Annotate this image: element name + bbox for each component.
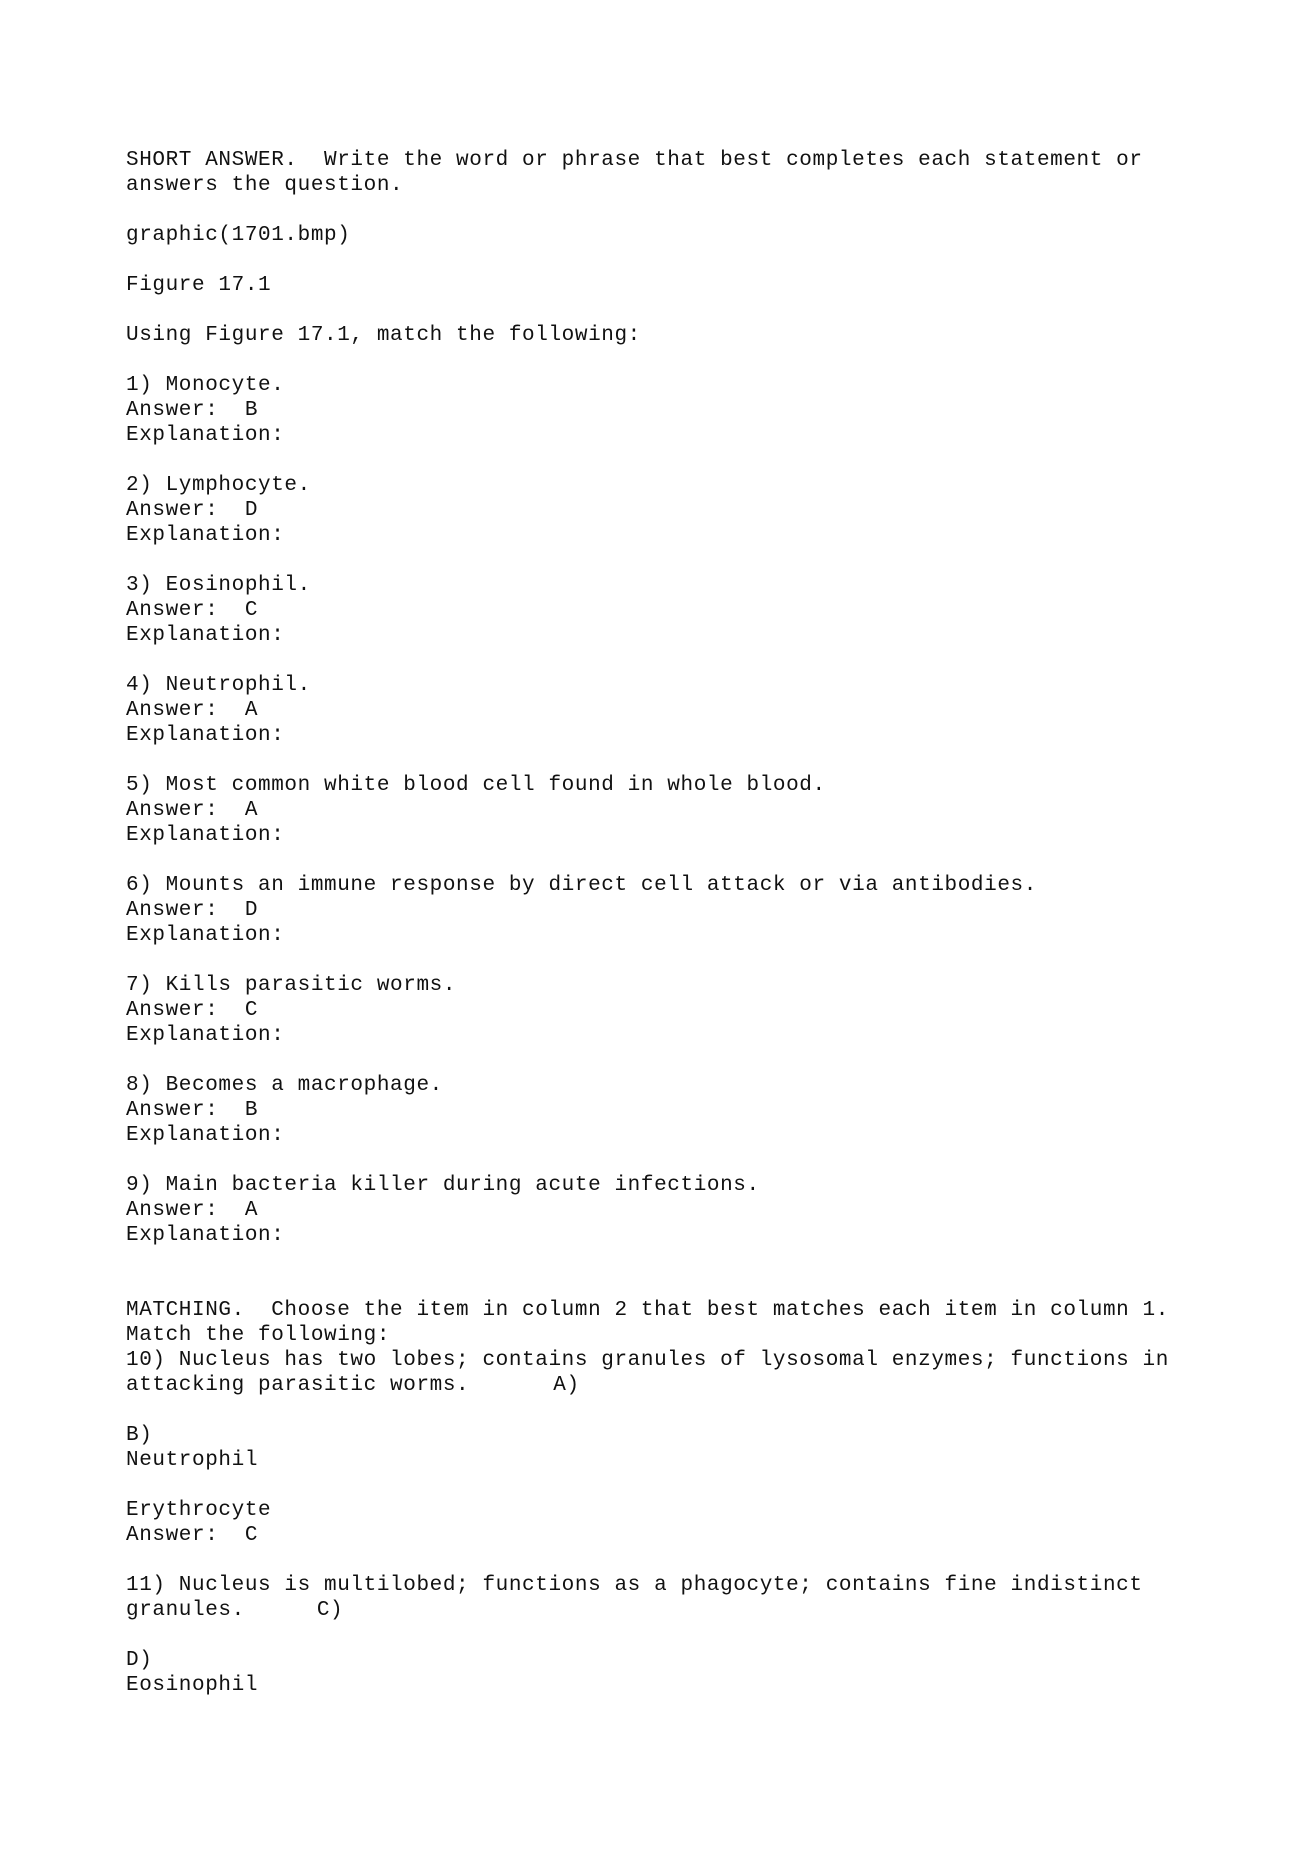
matching-instructions-line2: Match the following: (126, 1324, 391, 1347)
question-4 (126, 673, 1206, 748)
option-a-label: A) (553, 1374, 580, 1397)
question-text: 2) Lymphocyte. (126, 474, 311, 497)
question-text: 3) Eosinophil. (126, 574, 311, 597)
question-text: 1) Monocyte. (126, 374, 285, 397)
option-extra-value: Erythrocyte (126, 1499, 272, 1522)
explanation-text: Explanation: (126, 1024, 285, 1047)
explanation-text: Explanation: (126, 824, 285, 847)
explanation-text: Explanation: (126, 524, 285, 547)
question-text: 8) Becomes a macrophage. (126, 1074, 443, 1097)
graphic-placeholder: graphic(1701.bmp) (126, 224, 351, 247)
answer-text: Answer: A (126, 699, 259, 722)
question-6 (126, 873, 1206, 948)
answer-text: Answer: C (126, 599, 259, 622)
question-3 (126, 573, 1206, 648)
option-d-value: Eosinophil (126, 1674, 259, 1697)
question-1 (126, 373, 1206, 448)
answer-text: Answer: D (126, 899, 259, 922)
question-8 (126, 1073, 1206, 1148)
question-text: 9) Main bacteria killer during acute infections. (126, 1174, 760, 1197)
document-page (126, 148, 1206, 1698)
answer-text: Answer: B (126, 1099, 259, 1122)
explanation-text: Explanation: (126, 424, 285, 447)
matching-prompt: Using Figure 17.1, match the following: (126, 324, 641, 347)
explanation-text: Explanation: (126, 624, 285, 647)
explanation-text: Explanation: (126, 924, 285, 947)
matching-instructions-line1: MATCHING. Choose the item in column 2 that best matches each item in column 1. (126, 1299, 1169, 1322)
short-answer-instructions-line2: answers the question. (126, 174, 404, 197)
figure-label: Figure 17.1 (126, 274, 272, 297)
question-11-line2 (126, 1598, 1206, 1623)
explanation-text: Explanation: (126, 1124, 285, 1147)
question-text: 6) Mounts an immune response by direct cell attack or via antibodies. (126, 874, 1037, 897)
short-answer-instructions-line1: SHORT ANSWER. Write the word or phrase that best completes each statement or (126, 149, 1143, 172)
option-b-value: Neutrophil (126, 1449, 259, 1472)
explanation-text: Explanation: (126, 724, 285, 747)
option-c-label: C) (316, 1599, 344, 1622)
question-text: 5) Most common white blood cell found in whole blood. (126, 774, 826, 797)
option-d-label: D) (126, 1649, 153, 1672)
question-10-line1: 10) Nucleus has two lobes; contains granules of lysosomal enzymes; functions in (126, 1349, 1169, 1372)
answer-text: Answer: A (126, 799, 259, 822)
question-text: 4) Neutrophil. (126, 674, 311, 697)
explanation-text: Explanation: (126, 1224, 285, 1247)
question-7 (126, 973, 1206, 1048)
answer-text: Answer: C (126, 1524, 259, 1547)
question-2 (126, 473, 1206, 548)
question-11-text: granules. (126, 1599, 245, 1622)
answer-text: Answer: B (126, 399, 259, 422)
question-9 (126, 1173, 1206, 1248)
question-11-line1: 11) Nucleus is multilobed; functions as a phagocyte; contains fine indistinct (126, 1574, 1143, 1597)
answer-text: Answer: A (126, 1199, 259, 1222)
matching-section (126, 1298, 1206, 1698)
answer-text: Answer: C (126, 999, 259, 1022)
option-b-label: B) (126, 1424, 153, 1447)
question-text: 7) Kills parasitic worms. (126, 974, 457, 997)
question-5 (126, 773, 1206, 848)
answer-text: Answer: D (126, 499, 259, 522)
question-10-text: attacking parasitic worms. (126, 1374, 470, 1397)
question-10-line2 (126, 1373, 1206, 1398)
